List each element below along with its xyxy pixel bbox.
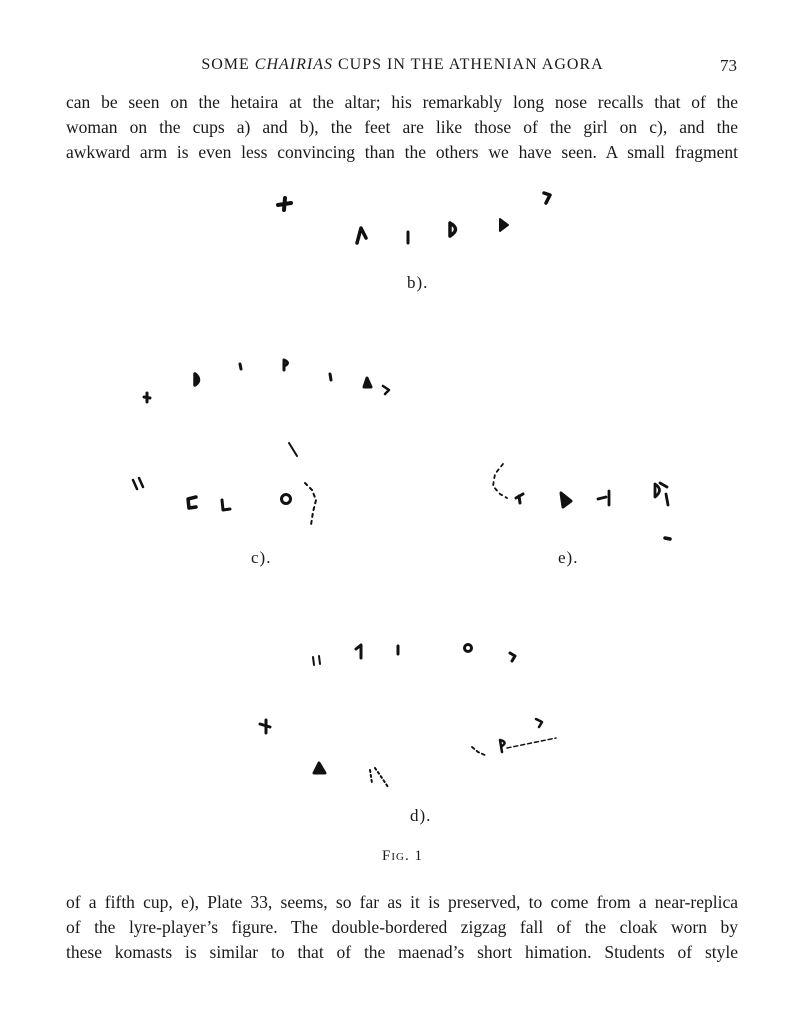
label-e: e). [558, 548, 579, 567]
page-number: 73 [720, 56, 737, 75]
label-d: d). [410, 806, 432, 825]
fragment-c-drawing [133, 360, 389, 525]
label-b: b). [407, 273, 429, 292]
title-pre: SOME [201, 56, 255, 73]
label-c: c). [251, 548, 272, 567]
title-post: CUPS IN THE ATHENIAN AGORA [332, 56, 604, 73]
text-line: can be seen on the hetaira at the altar; his remarkably long nose recalls that of the [66, 92, 738, 112]
figure-caption: Fig. 1 [382, 848, 423, 864]
text-line: of the lyre-player’s figure. The double-bordered zigzag fall of the cloak worn by [66, 917, 738, 937]
text-line: these komasts is similar to that of the maenad’s short himation. Students of style [66, 942, 738, 962]
title-italic: CHAIRIAS [254, 56, 333, 73]
fragment-b-drawing [278, 193, 550, 243]
body-paragraph-bottom [66, 890, 738, 965]
text-line: woman on the cups a) and b), the feet are like those of the girl on c), and the [66, 117, 738, 137]
text-line: awkward arm is even less convincing than the others we have seen. A small fragment [66, 142, 738, 162]
fragment-d-drawing [260, 645, 556, 788]
fragment-e-drawing [493, 464, 670, 539]
text-line: of a fifth cup, e), Plate 33, seems, so far as it is preserved, to come from a near-replica [66, 892, 738, 912]
